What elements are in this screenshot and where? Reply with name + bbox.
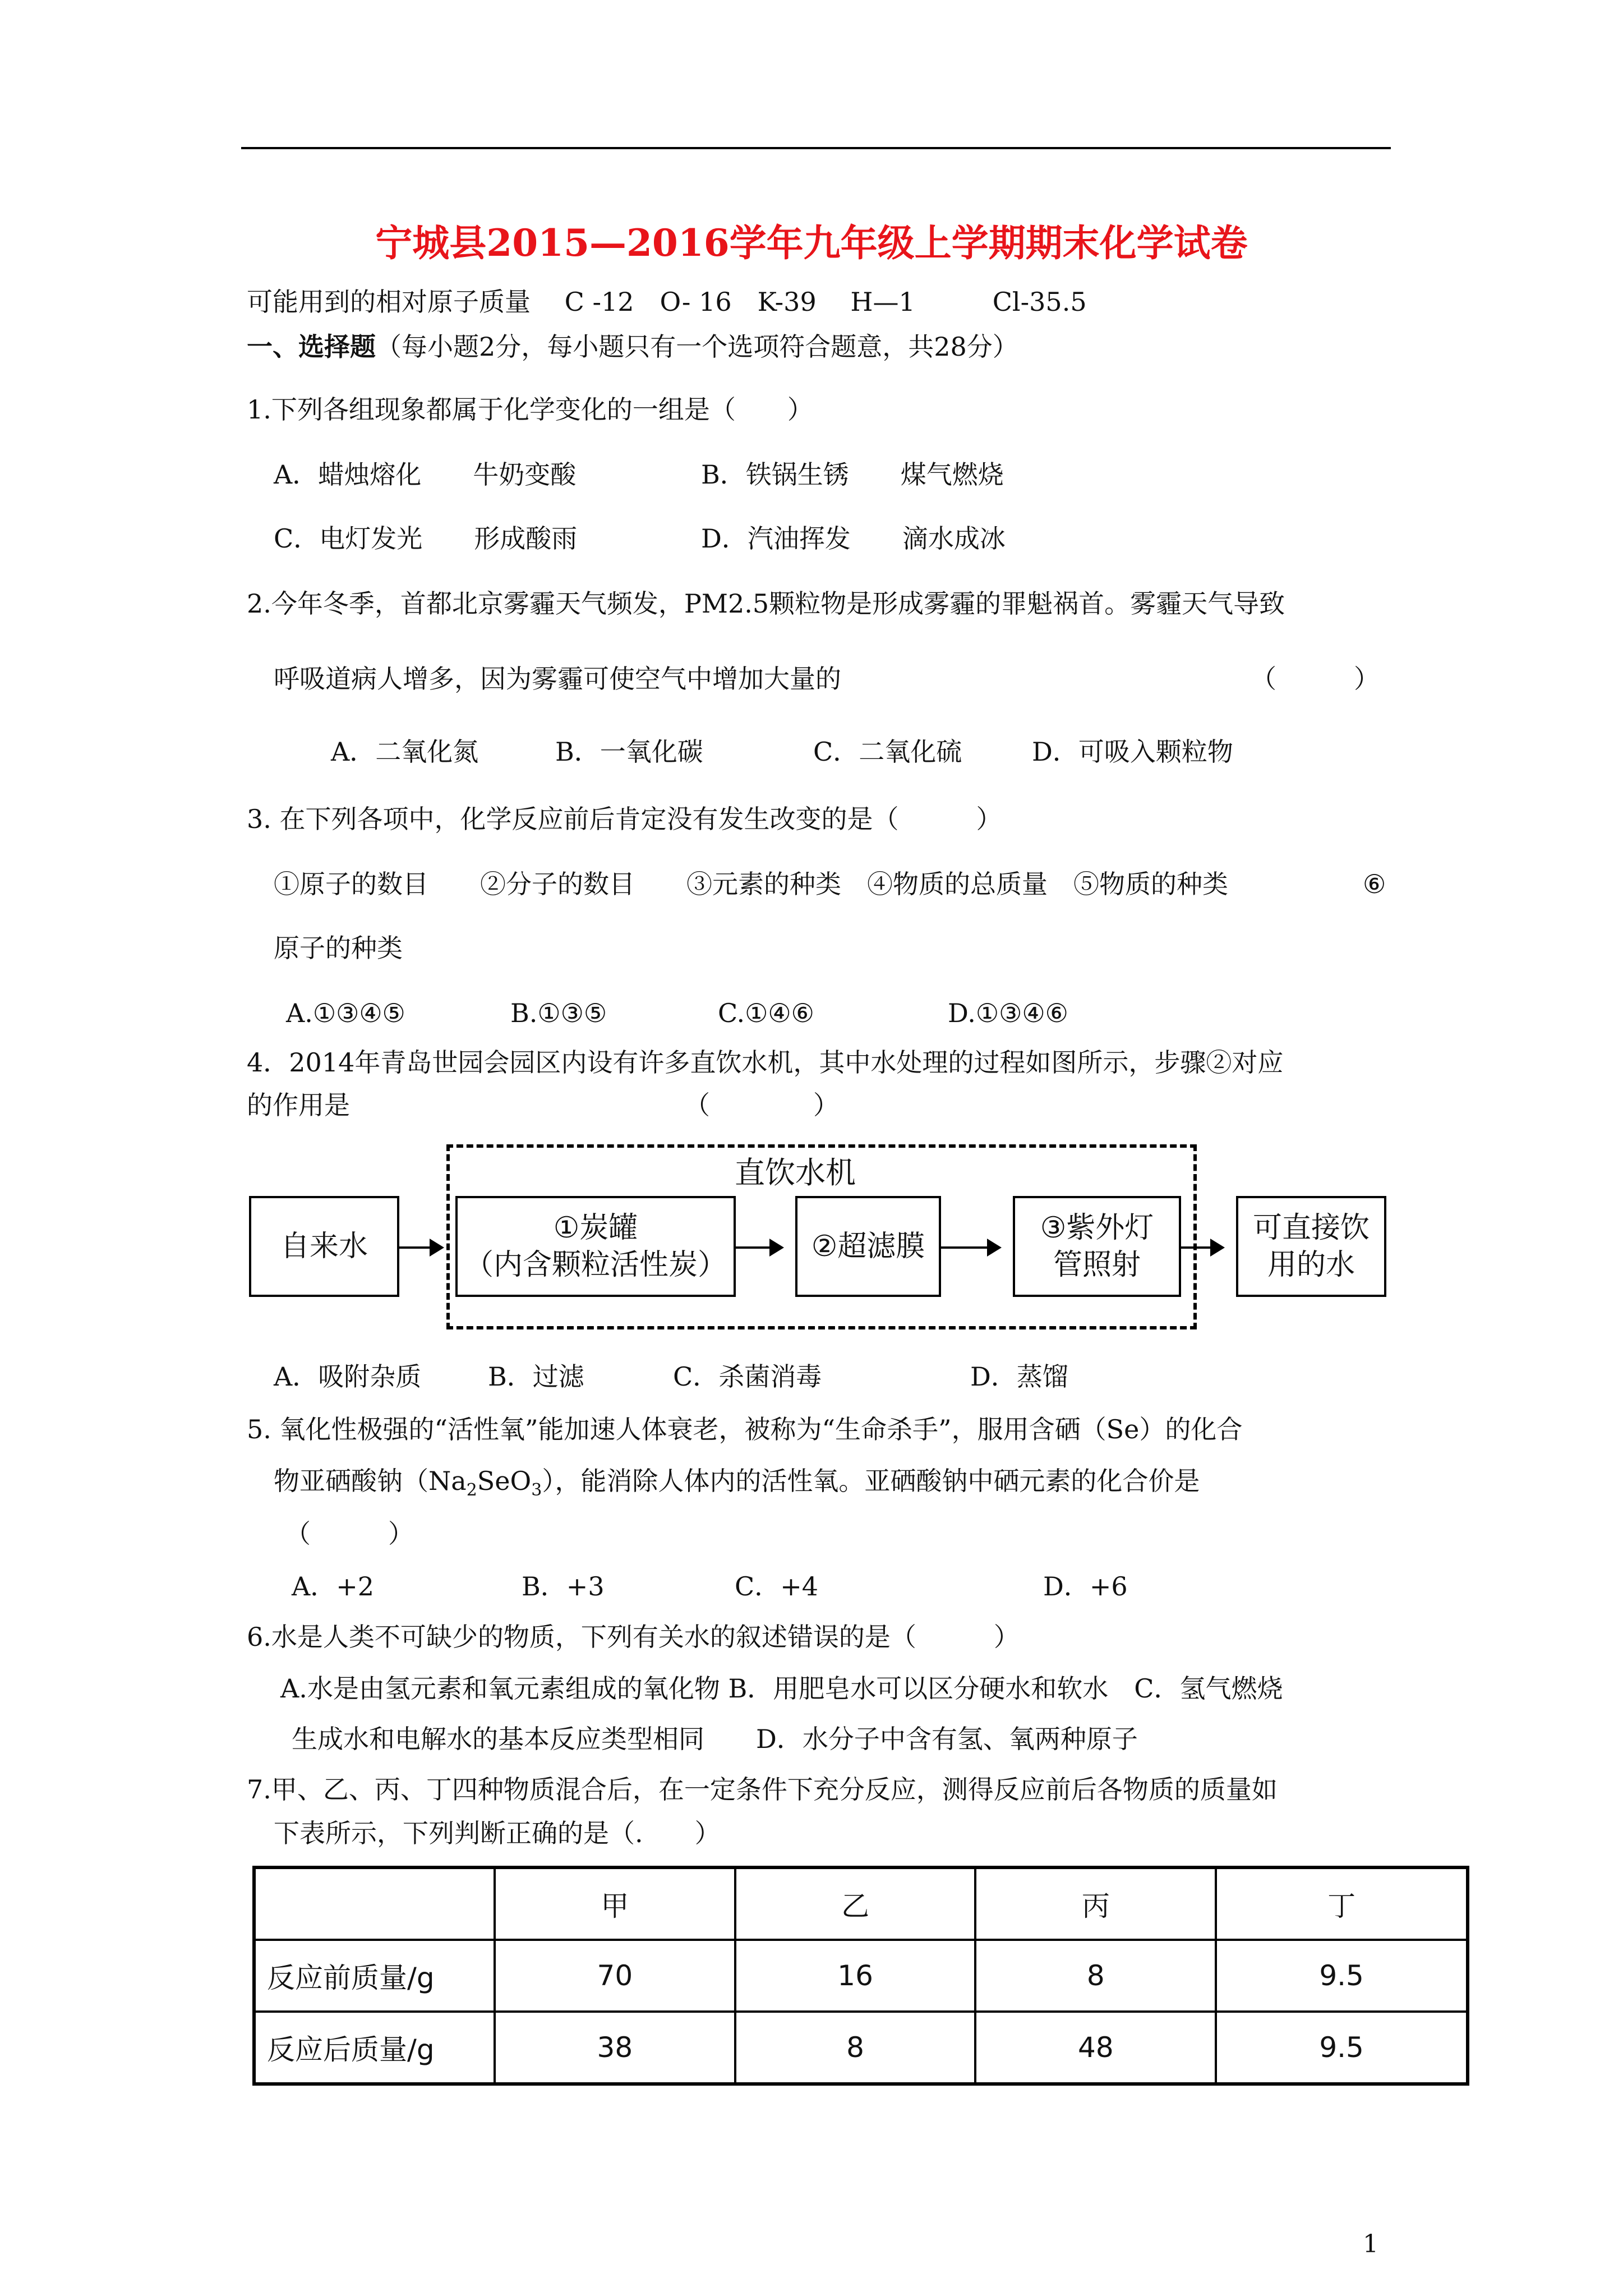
arrow-2 [736,1246,782,1249]
q2-option-b: B．一氧化碳 [555,737,703,767]
q2-stem-line1: 2.今年冬季，首都北京雾霾天气频发，PM2.5颗粒物是形成雾霾的罪魁祸首。雾霾天气导致 [247,588,1285,619]
uv-lamp-label-1: ③紫外灯 [1040,1211,1154,1245]
q1-stem: 1.下列各组现象都属于化学变化的一组是（ ） [247,394,813,425]
q3-option-b: B.①③⑤ [510,998,607,1028]
q2-option-d: D．可吸入颗粒物 [1032,737,1233,767]
q2-answer-paren: （ ） [1251,664,1380,694]
q6-options-line2: 生成水和电解水的基本反应类型相同 D．水分子中含有氢、氧两种原子 [292,1724,1138,1754]
q5-option-b: B．+3 [522,1571,605,1602]
table-header-yi: 乙 [735,1867,976,1940]
q4-stem-line2: 的作用是 [247,1090,350,1120]
q4-option-b: B．过滤 [488,1361,584,1392]
tap-water-label: 自来水 [280,1230,368,1263]
mass-table [252,1866,1469,2086]
section1-heading [247,330,1018,364]
q3-stem: 3. 在下列各项中，化学反应前后肯定没有发生改变的是（ ） [247,804,1002,834]
q5-stem-part3: ），能消除人体内的活性氧。亚硒酸钠中硒元素的化合价是 [542,1466,1200,1496]
q3-items-line1: ①原子的数目 ②分子的数目 ③元素的种类 ④物质的总质量 ⑤物质的种类 [274,869,1228,899]
table-cell: 38 [495,2012,735,2084]
drinkable-water-box [1236,1196,1386,1297]
atomic-masses: 可能用到的相对原子质量 C -12 O- 16 K-39 H—1 Cl-35.5 [247,287,1087,317]
table-cell: 70 [495,1940,735,2012]
uv-lamp-label-2: 管照射 [1053,1248,1141,1282]
q2-option-c: C．二氧化硫 [813,737,962,767]
page-number: 1 [1363,2230,1378,2258]
q4-option-c: C．杀菌消毒 [673,1361,822,1392]
header-rule [241,147,1391,149]
q5-stem-line1: 5. 氧化性极强的“活性氧”能加速人体衰老，被称为“生命杀手”，服用含硒（Se）的化合 [247,1414,1243,1444]
q5-option-d: D．+6 [1043,1571,1128,1602]
q5-subscript-3: 3 [531,1480,542,1501]
table-header-ding: 丁 [1216,1867,1468,1940]
table-cell: 16 [735,1940,976,2012]
table-cell: 反应前质量/g [254,1940,495,2012]
q4-stem-line1: 4．2014年青岛世园会园区内设有许多直饮水机，其中水处理的过程如图所示，步骤②对应 [247,1047,1284,1078]
table-cell: 9.5 [1216,2012,1468,2084]
section1-title: 一、选择题 [247,332,376,362]
arrow-3 [941,1246,999,1249]
q5-option-c: C．+4 [735,1571,819,1602]
table-row [254,2012,1468,2084]
q7-stem-line1: 7.甲、乙、丙、丁四种物质混合后，在一定条件下充分反应，测得反应前后各物质的质量如 [247,1774,1278,1805]
q4-option-d: D．蒸馏 [970,1361,1068,1392]
q3-option-d: D.①③④⑥ [948,998,1068,1028]
table-cell: 48 [975,2012,1216,2084]
q5-stem-part1: 物亚硒酸钠（Na [274,1466,467,1496]
q1-option-d: D．汽油挥发 滴水成冰 [701,523,1006,554]
table-header-bing: 丙 [975,1867,1216,1940]
ultrafiltration-box [795,1196,941,1297]
q5-option-a: A．+2 [292,1571,375,1602]
carbon-tank-note: （内含颗粒活性炭） [464,1248,727,1282]
table-row [254,1940,1468,2012]
q1-option-c: C．电灯发光 形成酸雨 [274,523,578,554]
q5-answer-paren: （ ） [285,1519,414,1549]
table-cell: 反应后质量/g [254,2012,495,2084]
q5-stem-line2 [274,1464,1200,1507]
drinkable-water-label-1: 可直接饮 [1252,1211,1370,1245]
q4-option-a: A．吸附杂质 [274,1361,422,1392]
q5-stem-part2: SeO [477,1466,532,1496]
exam-title: 宁城县2015—2016学年九年级上学期期末化学试卷 [375,221,1248,265]
table-cell: 9.5 [1216,1940,1468,2012]
q3-items-line2: 原子的种类 [274,933,403,963]
q3-items-six: ⑥ [1363,869,1386,899]
q7-stem-line2: 下表所示，下列判断正确的是（. ） [274,1818,721,1848]
q6-options-line1: A.水是由氢元素和氧元素组成的氧化物 B．用肥皂水可以区分硬水和软水 C．氢气燃烧 [280,1673,1283,1704]
drinkable-water-label-2: 用的水 [1267,1248,1355,1282]
arrow-1 [399,1246,442,1249]
uv-lamp-box [1013,1196,1181,1297]
section1-note: （每小题2分，每小题只有一个选项符合题意，共28分） [376,332,1018,362]
q5-subscript-2: 2 [466,1480,477,1501]
arrow-4 [1181,1246,1223,1249]
table-cell: 8 [975,1940,1216,2012]
q4-answer-paren: （ ） [684,1090,839,1120]
table-cell: 8 [735,2012,976,2084]
carbon-tank-label: ①炭罐 [553,1211,638,1245]
table-header-blank [254,1867,495,1940]
q1-option-a: A．蜡烛熔化 牛奶变酸 [274,459,577,490]
q3-option-c: C.①④⑥ [718,998,814,1028]
carbon-tank-box [455,1196,736,1297]
q2-stem-line2: 呼吸道病人增多，因为雾霾可使空气中增加大量的 [274,664,841,694]
q6-stem: 6.水是人类不可缺少的物质，下列有关水的叙述错误的是（ ） [247,1622,1020,1652]
q3-option-a: A.①③④⑤ [286,998,405,1028]
table-header-jia: 甲 [495,1867,735,1940]
ultrafiltration-label: ②超滤膜 [811,1230,925,1263]
q2-option-a: A．二氧化氮 [331,737,479,767]
q1-option-b: B．铁锅生锈 煤气燃烧 [701,459,1004,490]
tap-water-box [249,1196,399,1297]
group-label: 直饮水机 [735,1155,856,1190]
table-header-row [254,1867,1468,1940]
